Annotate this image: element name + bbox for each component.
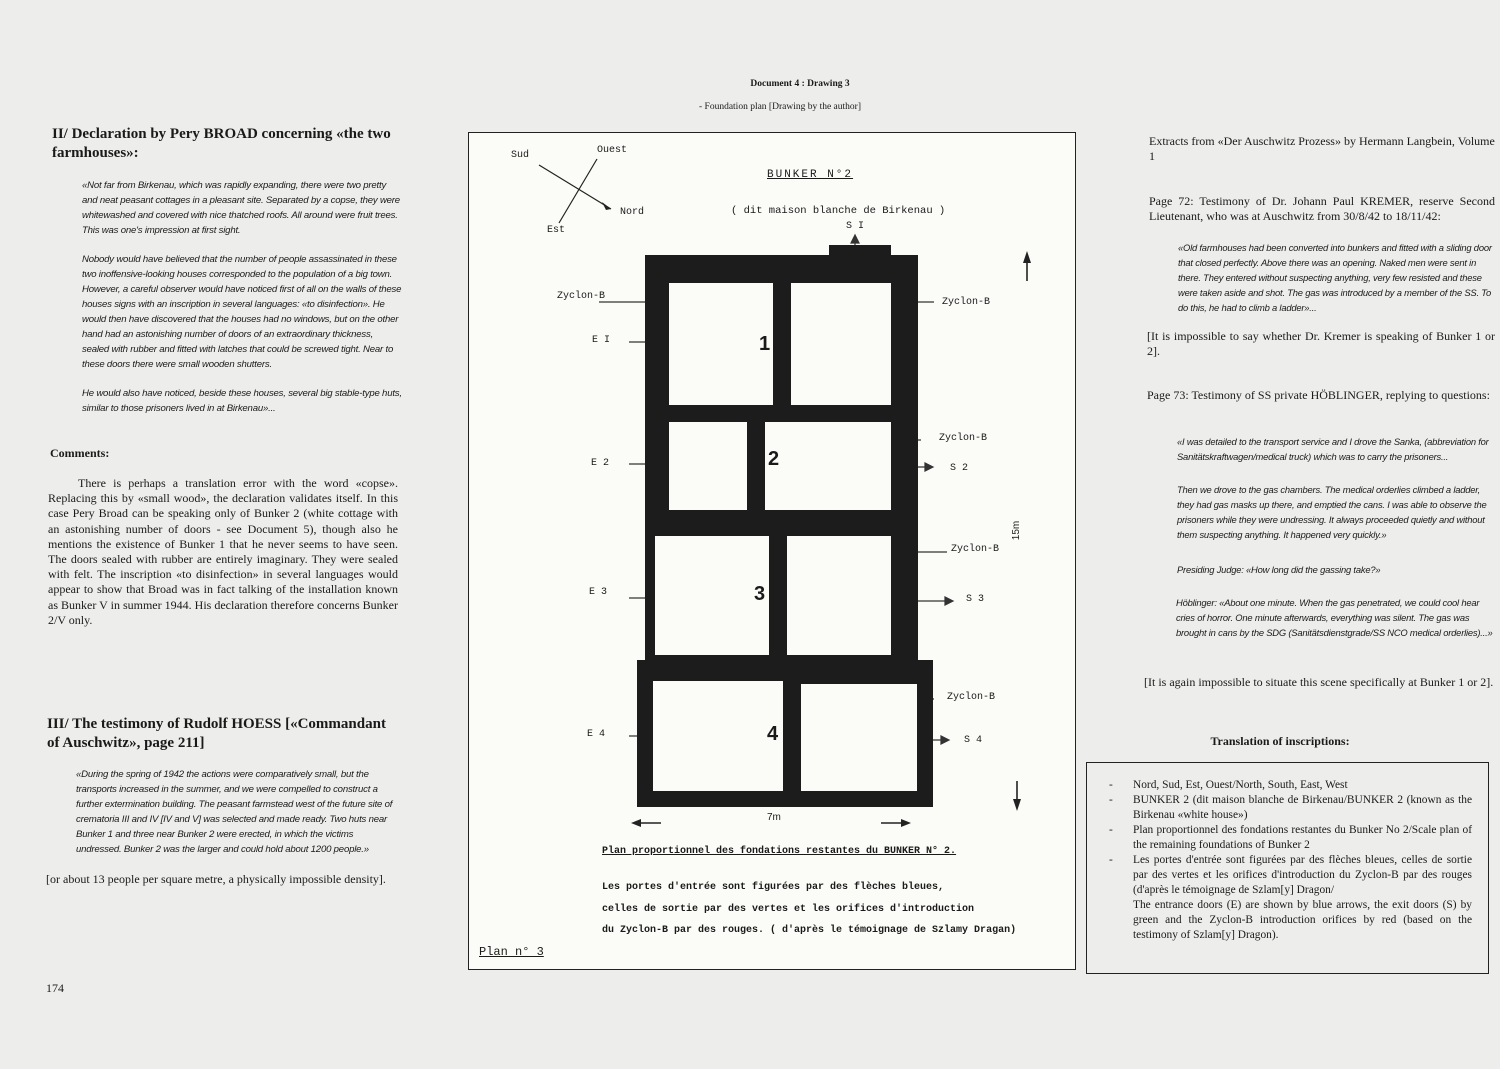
translation-item: The entrance doors (E) are shown by blue arrows, the exit doors (S) by green and the Zyclon-B introduction orifices by red (based on the testimony of Szlam[y] Dragon). bbox=[1133, 899, 1472, 941]
room-2-right bbox=[765, 422, 891, 510]
room-2-left bbox=[669, 422, 747, 510]
legend-line-2: celles de sortie par des vertes et les orifices d'introduction bbox=[602, 904, 975, 915]
label-zyclon-r3: Zyclon-B bbox=[951, 544, 1000, 555]
section-heading-broad: II/ Declaration by Pery BROAD concerning «the two farmhouses»: bbox=[52, 126, 391, 161]
label-height: 15m bbox=[1011, 520, 1023, 541]
compass-sud: Sud bbox=[511, 150, 530, 161]
room-3-right bbox=[787, 536, 891, 655]
label-s1: S I bbox=[846, 221, 865, 232]
hoblinger-quote-4: Höblinger: «About one minute. When the gas penetrated, we could cool hear cries of horror. One minute afterwards, everything was silent. The gas was brought in cans by the SDG (Sanitätsdienstgrade/SS NCO medical orderlies)...» bbox=[1176, 597, 1493, 638]
density-note: [or about 13 people per square metre, a physically impossible density]. bbox=[46, 872, 386, 886]
compass-est: Est bbox=[547, 225, 566, 236]
label-s4: S 4 bbox=[964, 735, 983, 746]
hoblinger-intro: Page 73: Testimony of SS private HÖBLINGER, replying to questions: bbox=[1147, 388, 1490, 402]
broad-quote-1: «Not far from Birkenau, which was rapidly expanding, there were two pretty and neat peasant cottages in a pleasant site. Separated by a copse, they were whitewashed and covered with nice thatched roofs. All around were fruit trees. This was one's impression at first sight. bbox=[82, 180, 400, 236]
plan-drawing bbox=[468, 132, 1076, 970]
hoess-quote: «During the spring of 1942 the actions were comparatively small, but the transports increased in the summer, and we were compelled to construct a further extermination building. The peasant farmstead west of the future site of crematoria III and IV [IV and V] was selected and made ready. Two huts near Bunker 1 and three near Bunker 2 were erected, in which the victims undressed. Bunker 2 was the larger and could hold about 1200 people.» bbox=[76, 769, 393, 855]
label-zyclon-left: Zyclon-B bbox=[557, 291, 606, 302]
translation-item: - BUNKER 2 (dit maison blanche de Birkenau/BUNKER 2 (known as the Birkenau «white house») bbox=[1109, 794, 1472, 821]
kremer-quote: «Old farmhouses had been converted into bunkers and fitted with a sliding door that closed perfectly. Above there was an opening. Naked men were sent in there. They entered without suspecting anything, very few resisted and these were taken aside and shot. The gas was introduced by a member of the SS. To do this, he had to climb a ladder»... bbox=[1178, 242, 1492, 313]
translation-heading: Translation of inscriptions: bbox=[1210, 734, 1350, 748]
room-number-4: 4 bbox=[767, 723, 779, 745]
room-4-right bbox=[801, 684, 917, 791]
comments-text: There is perhaps a translation error with the word «copse». Replacing this by «small wood», the declaration validates itself. In this case Pery Broad can be speaking only of Bunker 2 (white cottage with an astonishing number of doors - see Document 5), though also he mentions the existence of Bunker 1 that he never seems to have seen. The doors sealed with rubber are entirely imaginary. They were sealed with felt. The inscription «to disinfection» in several languages would appear to show that Broad was in fact talking of the installation known as Bunker V in summer 1944. His declaration therefore concerns Bunker 2/V only. bbox=[48, 476, 398, 627]
room-number-2: 2 bbox=[768, 448, 780, 470]
label-zyclon-r1: Zyclon-B bbox=[942, 297, 991, 308]
label-e4: E 4 bbox=[587, 729, 606, 740]
translation-dash: - bbox=[1109, 779, 1113, 791]
legend-line-3: du Zyclon-B par des rouges. ( d'après le témoignage de Szlamy Dragan) bbox=[602, 925, 1017, 936]
translation-dash: - bbox=[1109, 854, 1113, 866]
room-number-1: 1 bbox=[759, 333, 771, 355]
label-e3: E 3 bbox=[589, 587, 608, 598]
plan-title: BUNKER N°2 bbox=[767, 169, 854, 181]
translation-list bbox=[1103, 778, 1472, 943]
page-number: 174 bbox=[46, 981, 64, 995]
kremer-note: [It is impossible to say whether Dr. Kremer is speaking of Bunker 1 or 2]. bbox=[1147, 329, 1495, 359]
section-heading-hoess: III/ The testimony of Rudolf HOESS [«Commandant of Auschwitz», page 211] bbox=[47, 716, 386, 751]
label-e2: E 2 bbox=[591, 458, 610, 469]
hoblinger-note: [It is again impossible to situate this scene specifically at Bunker 1 or 2]. bbox=[1144, 675, 1494, 689]
translation-dash: - bbox=[1109, 794, 1113, 806]
broad-quote-3: He would also have noticed, beside these houses, several big stable-type huts, similar to those prisoners lived in at Birkenau»... bbox=[82, 388, 402, 414]
label-zyclon-r2: Zyclon-B bbox=[939, 433, 988, 444]
legend-line-1: Les portes d'entrée sont figurées par des flèches bleues, bbox=[602, 882, 945, 893]
document-subtitle: - Foundation plan [Drawing by the author] bbox=[699, 102, 861, 112]
compass-nord: Nord bbox=[620, 207, 645, 218]
room-3-left bbox=[655, 536, 769, 655]
plan-caption: Plan proportionnel des fondations restantes du BUNKER N° 2. bbox=[602, 846, 957, 857]
plan-number: Plan n° 3 bbox=[479, 945, 544, 959]
translation-box bbox=[1086, 762, 1489, 974]
document-title: Document 4 : Drawing 3 bbox=[750, 79, 850, 89]
comments-label: Comments: bbox=[50, 446, 110, 460]
extracts-intro: Extracts from «Der Auschwitz Prozess» by Hermann Langbein, Volume 1 bbox=[1149, 134, 1495, 164]
hoblinger-quote-3: Presiding Judge: «How long did the gassing take?» bbox=[1177, 564, 1381, 575]
room-1-right bbox=[791, 283, 891, 405]
room-1-left bbox=[669, 283, 773, 405]
hoblinger-quote-2: Then we drove to the gas chambers. The medical orderlies climbed a ladder, they had gas masks up there, and emptied the cans. I was able to observe the prisoners while they were undressing. It always proceeded quietly and without them suspecting anything. It happened very quickly.» bbox=[1177, 484, 1487, 540]
kremer-intro: Page 72: Testimony of Dr. Johann Paul KREMER, reserve Second Lieutenant, who was at Auschwitz from 30/8/42 to 18/11/42: bbox=[1149, 194, 1495, 224]
compass-ouest: Ouest bbox=[597, 145, 628, 156]
label-e1: E I bbox=[592, 335, 611, 346]
bunker-entrance-step bbox=[829, 245, 891, 259]
translation-item: - Nord, Sud, Est, Ouest/North, South, East, West bbox=[1109, 779, 1348, 791]
broad-quote-2: Nobody would have believed that the number of people assassinated in these two inoffensive-looking houses corresponded to the population of a big town. However, a careful observer would have noticed first of all on the walls of these houses signs with an inscription in several languages: «to disinfection». He would then have discovered that the houses had no windows, but on the other hand had an astonishing number of doors of an extraordinary thickness, sealed with rubber and fitted with latches that could be screwed tight. Near to these doors there were small wooden shutters. bbox=[82, 254, 402, 370]
label-width: 7m bbox=[767, 812, 781, 823]
label-s3: S 3 bbox=[966, 594, 985, 605]
room-4-left bbox=[653, 681, 783, 791]
label-s2: S 2 bbox=[950, 463, 969, 474]
room-number-3: 3 bbox=[754, 583, 766, 605]
translation-dash: - bbox=[1109, 824, 1113, 836]
hoblinger-quote-1: «I was detailed to the transport service and I drove the Sanka, (abbreviation for Sanitätskraftwagen/medical truck) which was to carry the prisoners... bbox=[1177, 436, 1489, 462]
plan-subtitle: ( dit maison blanche de Birkenau ) bbox=[731, 205, 946, 217]
translation-item: - Plan proportionnel des fondations restantes du Bunker No 2/Scale plan of the remaining foundations of Bunker 2 bbox=[1109, 824, 1472, 851]
translation-item: - Les portes d'entrée sont figurées par des flèches bleues, celles de sortie par des vertes et les orifices d'introduction du Zyclon-B par des rouges (d'après le témoignage de Szlam[y] Dragon/ bbox=[1109, 854, 1472, 896]
label-zyclon-r4: Zyclon-B bbox=[947, 692, 996, 703]
